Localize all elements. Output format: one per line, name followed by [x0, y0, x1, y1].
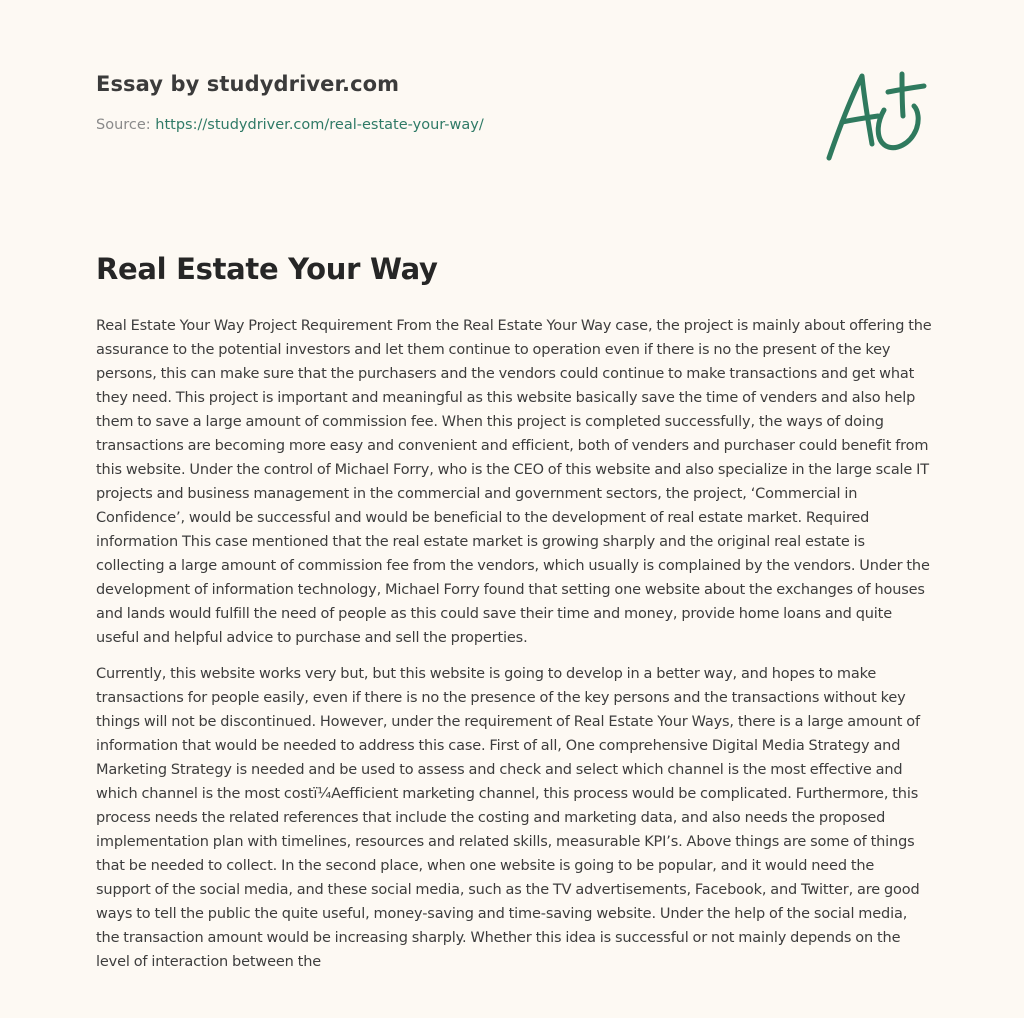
- paragraph-1: Real Estate Your Way Project Requirement From the Real Estate Your Way case, the project is mainly about offering the assurance to the potential investors and let them continue to operation even if there is no the present of the key persons, this can make sure that the purchasers and the vendors could continue to make transactions and get what they need. This project is important and meaningful as this website basically save the time of venders and also help them to save a large amount of commission fee. When this project is completed successfully, the ways of doing transactions are becoming more easy and convenient and efficient, both of venders and purchaser could benefit from this website. Under the control of Michael Forry, who is the CEO of this website and also specialize in the large scale IT projects and business management in the commercial and government sectors, the project, ‘Commercial in Confidence’, would be successful and would be beneficial to the development of real estate market. Required information This case mentioned that the real estate market is growing sharply and the original real estate is collecting a large amount of commission fee from the vendors, which usually is complained by the vendors. Under the development of information technology, Michael Forry found that setting one website about the exchanges of houses and lands would fulfill the need of people as this could save their time and money, provide home loans and quite useful and helpful advice to purchase and sell the properties.: [96, 318, 932, 646]
- source-link[interactable]: https://studydriver.com/real-estate-your-way/: [155, 117, 484, 133]
- page-title: Real Estate Your Way: [96, 252, 438, 286]
- source-label: Source:: [96, 117, 151, 133]
- a-plus-grade-icon: [820, 66, 930, 166]
- page-header: [96, 72, 796, 133]
- brand-title: Essay by studydriver.com: [96, 72, 400, 96]
- source-line: [96, 117, 796, 133]
- paragraph-2: Currently, this website works very but, but this website is going to develop in a better way, and hopes to make transactions for people easily, even if there is no the presence of the key persons and the transactions without key things will not be discontinued. However, under the requirement of Real Estate Your Ways, there is a large amount of information that would be needed to address this case. First of all, One comprehensive Digital Media Strategy and Marketing Strategy is needed and be used to assess and check and select which channel is the most effective and which channel is the most costï¼Aefficient marketing channel, this process would be complicated. Furthermore, this process needs the related references that include the costing and marketing data, and also needs the proposed implementation plan with timelines, resources and related skills, measurable KPI’s. Above things are some of things that be needed to collect. In the second place, when one website is going to be popular, and it would need the support of the social media, and these social media, such as the TV advertisements, Facebook, and Twitter, are good ways to tell the public the quite useful, money-saving and time-saving website. Under the help of the social media, the transaction amount would be increasing sharply. Whether this idea is successful or not mainly depends on the level of interaction between the: [96, 666, 920, 970]
- article-body: [96, 314, 932, 986]
